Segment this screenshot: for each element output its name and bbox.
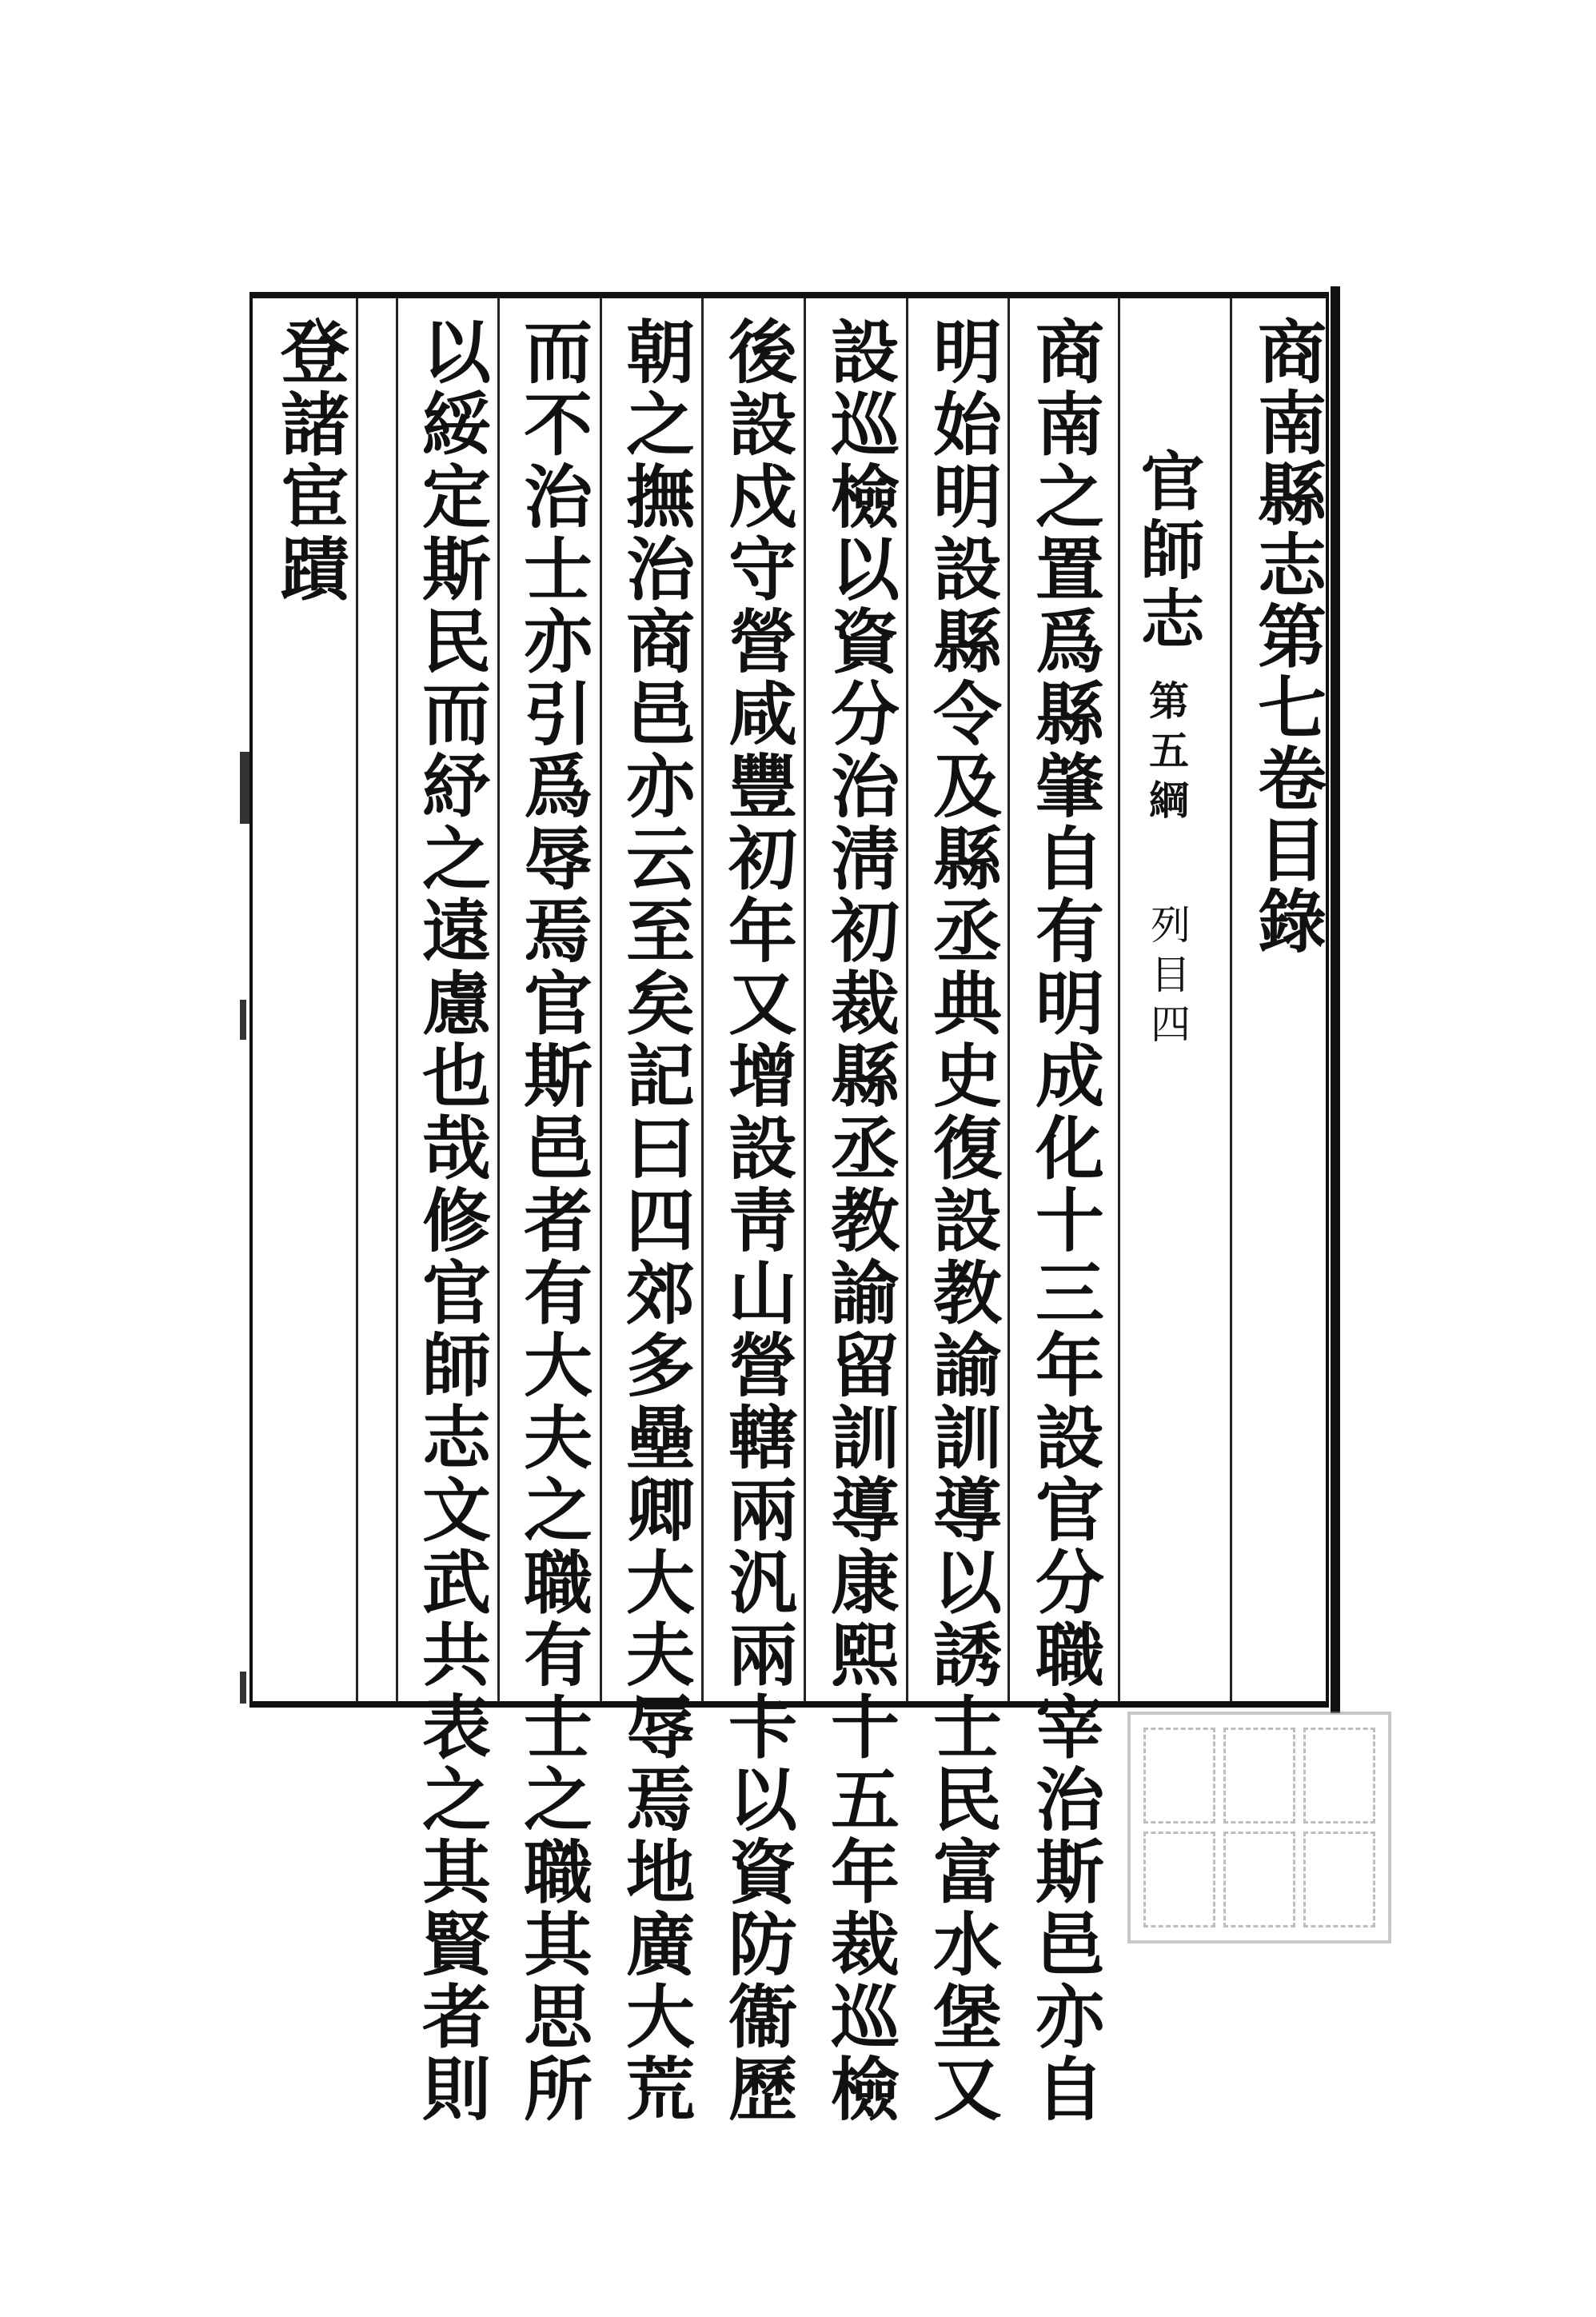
text-column: [402, 316, 498, 2126]
section-sub-column: [1126, 680, 1206, 829]
section-heading: 官師志: [1130, 448, 1205, 654]
page-title: 商南縣志第七卷目錄: [1246, 316, 1327, 957]
text-line: 而不治士亦引爲辱焉官斯邑者有大夫之職有士之職其思所: [512, 316, 593, 2126]
text-column: [811, 316, 907, 2126]
text-column: [504, 316, 600, 2126]
column-rule: [600, 298, 602, 1701]
text-column: [1015, 316, 1111, 2126]
bleed-through-mark: [240, 1672, 246, 1704]
column-rule: [396, 298, 398, 1701]
column-rule: [1230, 298, 1232, 1701]
text-column: [913, 316, 1009, 2126]
library-seal-stamp: [1127, 1712, 1391, 1943]
text-column: [261, 316, 357, 1716]
section-subheading-2: 列目四: [1144, 904, 1191, 1053]
text-column: [606, 316, 702, 2126]
title-column: [1238, 316, 1334, 1716]
text-line: 設巡檢以資分治淸初裁縣丞教諭留訓導康熙十五年裁巡檢: [819, 316, 900, 2126]
section-sub2-column: [1135, 904, 1199, 1053]
section-subheading: 第五綱: [1143, 680, 1190, 829]
bleed-through-mark: [240, 1000, 246, 1040]
text-column: [708, 316, 804, 2126]
text-line: 後設戍守營咸豐初年又增設靑山營轄兩汎兩卡以資防衞歷: [716, 316, 797, 2126]
text-line: 以綏定斯民而紓之遠慮也哉修官師志文武共表之其賢者則: [410, 316, 491, 2126]
text-line: 商南之置爲縣肇自有明成化十三年設官分職宰治斯邑亦自: [1023, 316, 1104, 2126]
text-line: 登諸宦蹟: [269, 316, 349, 605]
bleed-through-mark: [240, 752, 249, 824]
section-heading-column: [1119, 448, 1215, 654]
text-line: 明始明設縣令及縣丞典史復設教諭訓導以誘士民富水堡又: [921, 316, 1002, 2126]
text-line: 朝之撫治商邑亦云至矣記曰四郊多壘卿大夫辱焉地廣大荒: [614, 316, 695, 2126]
